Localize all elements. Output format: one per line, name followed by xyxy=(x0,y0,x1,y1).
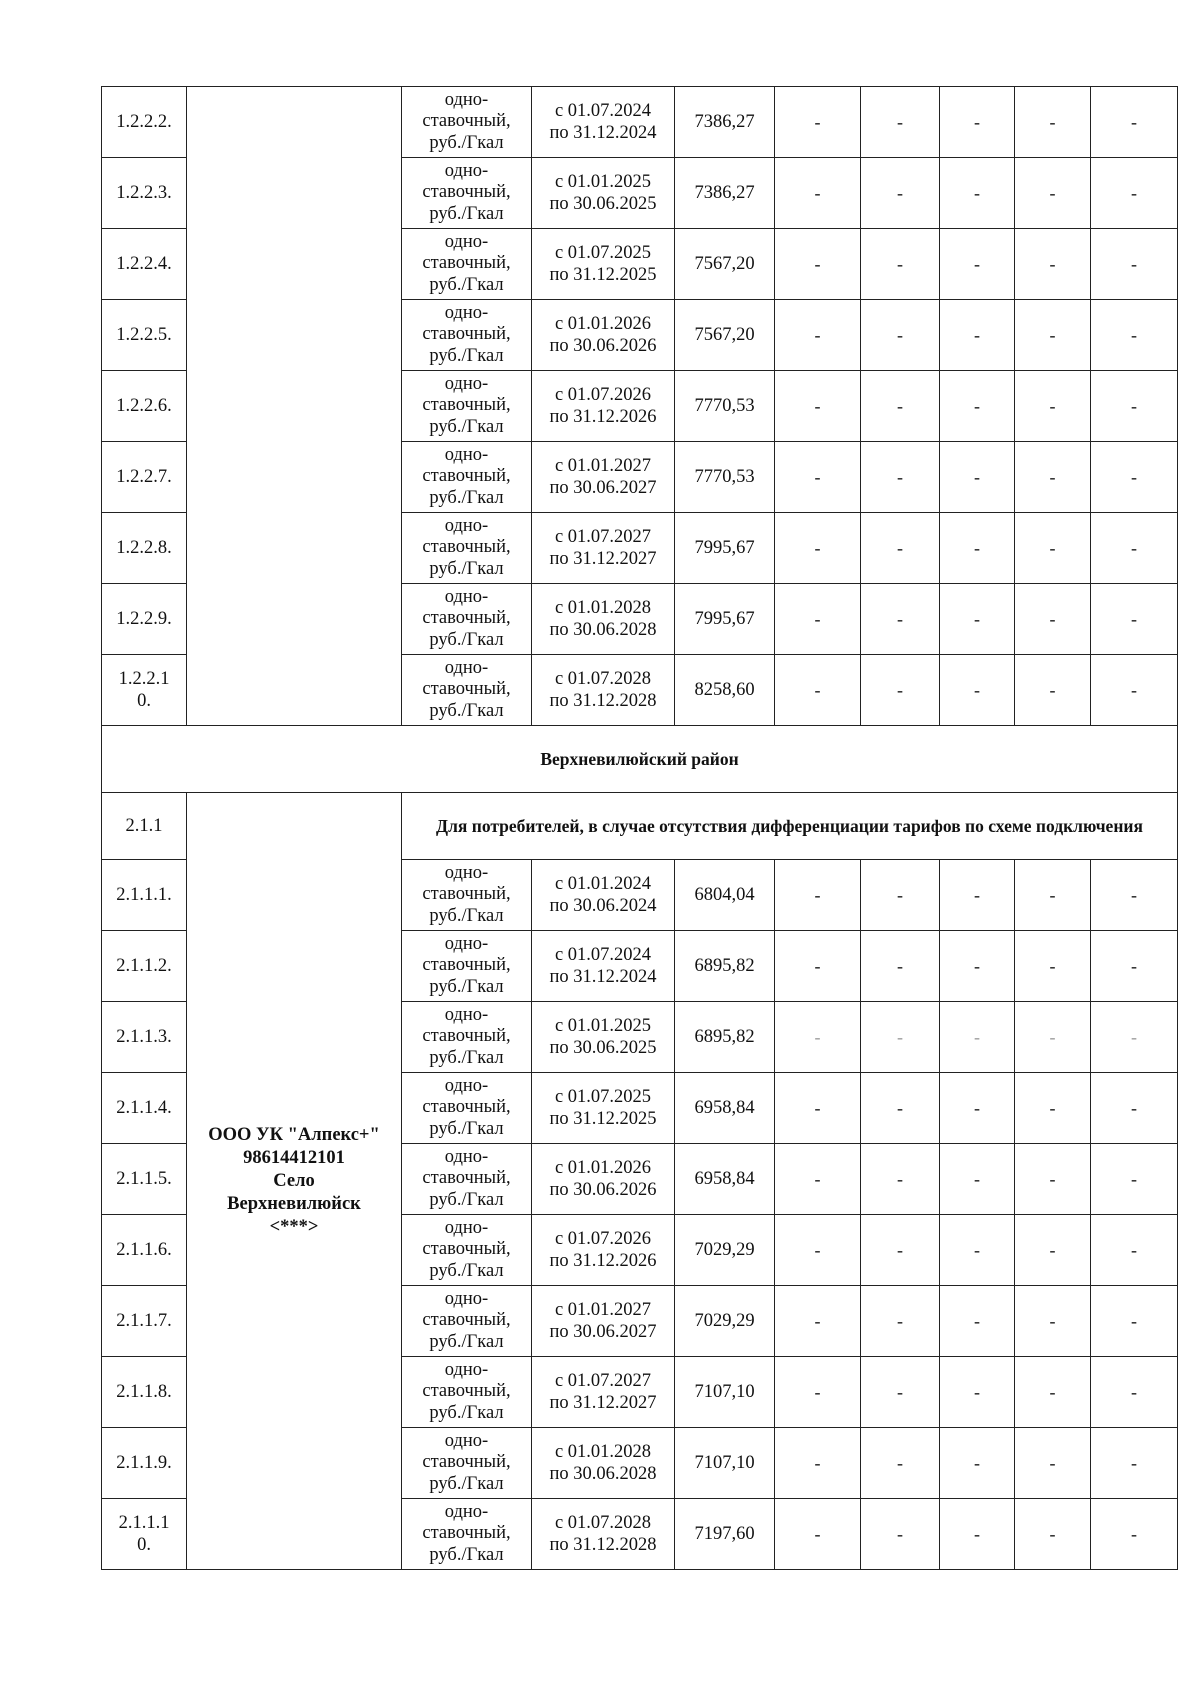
period-end: по 30.06.2027 xyxy=(549,1322,657,1342)
tariff-period xyxy=(532,1144,675,1215)
empty-value-dash: - xyxy=(861,1002,940,1073)
tariff-type-line: ставочный, xyxy=(422,608,511,629)
empty-value-dash: - xyxy=(940,513,1015,584)
tariff-value: 7107,10 xyxy=(675,1428,775,1499)
tariff-type-line: руб./Гкал xyxy=(429,629,504,650)
empty-value-dash: - xyxy=(775,229,861,300)
tariff-period xyxy=(532,158,675,229)
empty-value-dash: - xyxy=(775,655,861,726)
subheader-row xyxy=(102,793,1178,860)
tariff-period xyxy=(532,300,675,371)
empty-value-dash: - xyxy=(1091,1286,1178,1357)
tariff-type xyxy=(402,1073,532,1144)
tariff-value: 6895,82 xyxy=(675,1002,775,1073)
empty-value-dash: - xyxy=(1015,1215,1091,1286)
tariff-value: 6895,82 xyxy=(675,931,775,1002)
row-number: 1.2.2.7. xyxy=(102,442,187,513)
period-start: с 01.01.2028 xyxy=(554,598,652,618)
tariff-type xyxy=(402,860,532,931)
empty-value-dash: - xyxy=(1091,1144,1178,1215)
tariff-type-line: ставочный, xyxy=(422,1381,511,1402)
tariff-type-line: ставочный, xyxy=(422,324,511,345)
tariff-type-line: одно- xyxy=(444,586,489,607)
tariff-type-line: руб./Гкал xyxy=(429,700,504,721)
tariff-type-line: руб./Гкал xyxy=(429,1331,504,1352)
row-number: 2.1.1.9. xyxy=(102,1428,187,1499)
empty-value-dash: - xyxy=(775,1144,861,1215)
period-start: с 01.07.2026 xyxy=(554,385,652,405)
empty-value-dash: - xyxy=(1015,584,1091,655)
period-end: по 30.06.2026 xyxy=(549,336,657,356)
period-start: с 01.07.2026 xyxy=(554,1229,652,1249)
empty-value-dash: - xyxy=(861,1286,940,1357)
empty-value-dash: - xyxy=(775,1073,861,1144)
tariff-value: 7029,29 xyxy=(675,1215,775,1286)
empty-value-dash: - xyxy=(940,1428,1015,1499)
empty-value-dash: - xyxy=(775,513,861,584)
empty-value-dash: - xyxy=(775,1286,861,1357)
row-number: 2.1.1.1. xyxy=(102,860,187,931)
tariff-type-line: руб./Гкал xyxy=(429,274,504,295)
empty-value-dash: - xyxy=(775,1215,861,1286)
tariff-type xyxy=(402,1428,532,1499)
row-number: 2.1.1.3. xyxy=(102,1002,187,1073)
period-end: по 30.06.2025 xyxy=(549,194,657,214)
tariff-type-line: одно- xyxy=(444,160,489,181)
empty-value-dash: - xyxy=(1091,300,1178,371)
tariff-period xyxy=(532,1499,675,1570)
subheader-number: 2.1.1 xyxy=(102,793,187,860)
tariff-type-line: руб./Гкал xyxy=(429,203,504,224)
empty-value-dash: - xyxy=(1091,1357,1178,1428)
tariff-type-line: одно- xyxy=(444,1004,489,1025)
tariff-type-line: ставочный, xyxy=(422,111,511,132)
empty-value-dash: - xyxy=(861,1499,940,1570)
tariff-value: 7567,20 xyxy=(675,300,775,371)
tariff-type-line: ставочный, xyxy=(422,955,511,976)
tariff-type-line: одно- xyxy=(444,1359,489,1380)
tariff-type-line: одно- xyxy=(444,373,489,394)
tariff-type xyxy=(402,87,532,158)
tariff-value: 7770,53 xyxy=(675,442,775,513)
period-end: по 30.06.2024 xyxy=(549,896,657,916)
empty-value-dash: - xyxy=(940,1073,1015,1144)
empty-value-dash: - xyxy=(861,931,940,1002)
period-start: с 01.07.2025 xyxy=(554,243,652,263)
empty-value-dash: - xyxy=(1015,1286,1091,1357)
tariff-type xyxy=(402,1357,532,1428)
empty-value-dash: - xyxy=(940,1002,1015,1073)
empty-value-dash: - xyxy=(940,584,1015,655)
empty-value-dash: - xyxy=(1015,931,1091,1002)
period-start: с 01.07.2028 xyxy=(554,669,652,689)
tariff-type-line: руб./Гкал xyxy=(429,1402,504,1423)
period-end: по 30.06.2026 xyxy=(549,1180,657,1200)
tariff-period xyxy=(532,931,675,1002)
row-number: 1.2.2.4. xyxy=(102,229,187,300)
empty-value-dash: - xyxy=(861,860,940,931)
tariff-type-line: одно- xyxy=(444,302,489,323)
organization-line: Верхневилюйск xyxy=(227,1193,361,1214)
tariff-period xyxy=(532,1073,675,1144)
tariff-type xyxy=(402,584,532,655)
period-end: по 31.12.2025 xyxy=(549,1109,657,1129)
organization-code: 98614412101 xyxy=(243,1147,345,1168)
period-end: по 31.12.2027 xyxy=(549,1393,657,1413)
tariff-period xyxy=(532,860,675,931)
tariff-period xyxy=(532,1428,675,1499)
period-start: с 01.07.2027 xyxy=(554,527,652,547)
tariff-type-line: одно- xyxy=(444,231,489,252)
row-number: 1.2.2.5. xyxy=(102,300,187,371)
tariff-type xyxy=(402,1002,532,1073)
empty-value-dash: - xyxy=(1091,1002,1178,1073)
empty-value-dash: - xyxy=(1091,87,1178,158)
empty-value-dash: - xyxy=(861,1215,940,1286)
tariff-type-line: ставочный, xyxy=(422,1097,511,1118)
empty-value-dash: - xyxy=(1015,1499,1091,1570)
period-start: с 01.07.2028 xyxy=(554,1513,652,1533)
row-number: 2.1.1.7. xyxy=(102,1286,187,1357)
tariff-period xyxy=(532,442,675,513)
empty-value-dash: - xyxy=(1015,1428,1091,1499)
row-number: 1.2.2.9. xyxy=(102,584,187,655)
tariff-period xyxy=(532,1286,675,1357)
empty-value-dash: - xyxy=(861,158,940,229)
row-number: 2.1.1.1 0. xyxy=(102,1499,187,1570)
period-start: с 01.07.2024 xyxy=(554,945,652,965)
tariff-type-line: ставочный, xyxy=(422,466,511,487)
empty-value-dash: - xyxy=(775,158,861,229)
tariff-type-line: руб./Гкал xyxy=(429,487,504,508)
tariff-type xyxy=(402,229,532,300)
period-start: с 01.01.2025 xyxy=(554,172,652,192)
empty-value-dash: - xyxy=(1015,229,1091,300)
empty-value-dash: - xyxy=(775,1428,861,1499)
period-end: по 31.12.2027 xyxy=(549,549,657,569)
tariff-type xyxy=(402,513,532,584)
period-end: по 31.12.2024 xyxy=(549,967,657,987)
empty-value-dash: - xyxy=(775,1357,861,1428)
empty-value-dash: - xyxy=(1091,513,1178,584)
empty-value-dash: - xyxy=(861,87,940,158)
empty-value-dash: - xyxy=(775,1499,861,1570)
empty-value-dash: - xyxy=(775,300,861,371)
tariff-type-line: руб./Гкал xyxy=(429,976,504,997)
tariff-type xyxy=(402,1144,532,1215)
empty-value-dash: - xyxy=(940,931,1015,1002)
tariff-type xyxy=(402,931,532,1002)
tariff-type-line: руб./Гкал xyxy=(429,1189,504,1210)
section-title: Верхневилюйский район xyxy=(102,726,1178,793)
tariff-type-line: ставочный, xyxy=(422,1310,511,1331)
row-number: 1.2.2.6. xyxy=(102,371,187,442)
tariff-value: 8258,60 xyxy=(675,655,775,726)
empty-value-dash: - xyxy=(861,655,940,726)
empty-value-dash: - xyxy=(861,584,940,655)
empty-value-dash: - xyxy=(861,513,940,584)
tariff-type-line: ставочный, xyxy=(422,679,511,700)
empty-value-dash: - xyxy=(775,584,861,655)
tariff-type-line: одно- xyxy=(444,933,489,954)
empty-value-dash: - xyxy=(1091,1215,1178,1286)
period-start: с 01.07.2025 xyxy=(554,1087,652,1107)
empty-value-dash: - xyxy=(940,1144,1015,1215)
tariff-period xyxy=(532,1002,675,1073)
empty-value-dash: - xyxy=(861,1357,940,1428)
tariff-type-line: руб./Гкал xyxy=(429,1473,504,1494)
empty-value-dash: - xyxy=(861,229,940,300)
tariff-type-line: ставочный, xyxy=(422,1239,511,1260)
empty-value-dash: - xyxy=(775,371,861,442)
period-end: по 31.12.2028 xyxy=(549,1535,657,1555)
tariff-type-line: ставочный, xyxy=(422,537,511,558)
empty-value-dash: - xyxy=(940,300,1015,371)
period-end: по 31.12.2024 xyxy=(549,123,657,143)
tariff-value: 7386,27 xyxy=(675,158,775,229)
organization-cell-empty xyxy=(187,87,402,726)
period-end: по 31.12.2026 xyxy=(549,1251,657,1271)
empty-value-dash: - xyxy=(775,87,861,158)
tariff-period xyxy=(532,229,675,300)
empty-value-dash: - xyxy=(1091,860,1178,931)
empty-value-dash: - xyxy=(861,1428,940,1499)
row-number: 1.2.2.3. xyxy=(102,158,187,229)
period-end: по 30.06.2027 xyxy=(549,478,657,498)
tariff-type-line: одно- xyxy=(444,444,489,465)
tariff-type-line: ставочный, xyxy=(422,182,511,203)
tariff-type-line: руб./Гкал xyxy=(429,558,504,579)
empty-value-dash: - xyxy=(861,371,940,442)
empty-value-dash: - xyxy=(861,1144,940,1215)
tariff-type xyxy=(402,371,532,442)
row-number: 1.2.2.1 0. xyxy=(102,655,187,726)
tariff-type-line: ставочный, xyxy=(422,1523,511,1544)
empty-value-dash: - xyxy=(1091,371,1178,442)
tariff-type-line: одно- xyxy=(444,657,489,678)
period-start: с 01.01.2026 xyxy=(554,1158,652,1178)
row-number: 2.1.1.2. xyxy=(102,931,187,1002)
tariff-value: 7107,10 xyxy=(675,1357,775,1428)
tariff-value: 7386,27 xyxy=(675,87,775,158)
tariff-value: 7029,29 xyxy=(675,1286,775,1357)
empty-value-dash: - xyxy=(1091,655,1178,726)
tariff-type-line: одно- xyxy=(444,1430,489,1451)
period-end: по 31.12.2026 xyxy=(549,407,657,427)
tariff-type-line: руб./Гкал xyxy=(429,416,504,437)
empty-value-dash: - xyxy=(861,300,940,371)
subheader-text: Для потребителей, в случае отсутствия дифференциации тарифов по схеме подключения xyxy=(402,793,1178,860)
tariff-type-line: руб./Гкал xyxy=(429,905,504,926)
row-number: 1.2.2.8. xyxy=(102,513,187,584)
tariff-type-line: одно- xyxy=(444,89,489,110)
tariff-type-line: руб./Гкал xyxy=(429,1047,504,1068)
tariff-period xyxy=(532,1357,675,1428)
tariff-type-line: одно- xyxy=(444,1146,489,1167)
empty-value-dash: - xyxy=(940,1215,1015,1286)
empty-value-dash: - xyxy=(861,442,940,513)
tariff-type-line: одно- xyxy=(444,1217,489,1238)
empty-value-dash: - xyxy=(1091,442,1178,513)
empty-value-dash: - xyxy=(1015,300,1091,371)
section-row xyxy=(102,726,1178,793)
period-end: по 30.06.2028 xyxy=(549,620,657,640)
empty-value-dash: - xyxy=(1015,1357,1091,1428)
period-start: с 01.07.2027 xyxy=(554,1371,652,1391)
empty-value-dash: - xyxy=(1091,1073,1178,1144)
tariff-value: 7995,67 xyxy=(675,584,775,655)
empty-value-dash: - xyxy=(940,1286,1015,1357)
organization-line: Село xyxy=(273,1170,315,1191)
empty-value-dash: - xyxy=(775,1002,861,1073)
empty-value-dash: - xyxy=(1015,1144,1091,1215)
row-number: 2.1.1.8. xyxy=(102,1357,187,1428)
tariff-period xyxy=(532,584,675,655)
period-start: с 01.01.2027 xyxy=(554,1300,652,1320)
tariff-period xyxy=(532,1215,675,1286)
empty-value-dash: - xyxy=(940,158,1015,229)
empty-value-dash: - xyxy=(1015,1002,1091,1073)
period-start: с 01.01.2028 xyxy=(554,1442,652,1462)
tariff-type-line: ставочный, xyxy=(422,1168,511,1189)
organization-line: <***> xyxy=(269,1216,319,1237)
empty-value-dash: - xyxy=(1091,1499,1178,1570)
tariff-type xyxy=(402,655,532,726)
tariff-value: 6958,84 xyxy=(675,1144,775,1215)
tariff-value: 6958,84 xyxy=(675,1073,775,1144)
empty-value-dash: - xyxy=(1015,860,1091,931)
tariff-type-line: руб./Гкал xyxy=(429,1260,504,1281)
tariff-type-line: одно- xyxy=(444,1501,489,1522)
period-start: с 01.01.2027 xyxy=(554,456,652,476)
tariff-type-line: ставочный, xyxy=(422,1026,511,1047)
empty-value-dash: - xyxy=(1015,1073,1091,1144)
period-end: по 31.12.2025 xyxy=(549,265,657,285)
tariff-value: 7770,53 xyxy=(675,371,775,442)
row-number: 2.1.1.5. xyxy=(102,1144,187,1215)
tariff-period xyxy=(532,655,675,726)
period-end: по 30.06.2028 xyxy=(549,1464,657,1484)
empty-value-dash: - xyxy=(940,1499,1015,1570)
period-start: с 01.01.2024 xyxy=(554,874,652,894)
tariff-type-line: одно- xyxy=(444,862,489,883)
tariff-type xyxy=(402,300,532,371)
organization-line: ООО УК "Алпекс+" xyxy=(208,1124,380,1145)
tariff-table xyxy=(101,86,1178,1570)
tariff-type xyxy=(402,1286,532,1357)
tariff-value: 7567,20 xyxy=(675,229,775,300)
empty-value-dash: - xyxy=(1091,229,1178,300)
organization-name xyxy=(187,793,402,1570)
period-end: по 31.12.2028 xyxy=(549,691,657,711)
tariff-type-line: руб./Гкал xyxy=(429,132,504,153)
tariff-type-line: ставочный, xyxy=(422,1452,511,1473)
empty-value-dash: - xyxy=(1015,442,1091,513)
tariff-table-body xyxy=(102,87,1178,1570)
tariff-value: 6804,04 xyxy=(675,860,775,931)
table-row xyxy=(102,87,1178,158)
empty-value-dash: - xyxy=(775,931,861,1002)
tariff-type-line: руб./Гкал xyxy=(429,1118,504,1139)
tariff-period xyxy=(532,513,675,584)
empty-value-dash: - xyxy=(775,860,861,931)
tariff-type-line: ставочный, xyxy=(422,395,511,416)
empty-value-dash: - xyxy=(1091,931,1178,1002)
empty-value-dash: - xyxy=(940,229,1015,300)
empty-value-dash: - xyxy=(1015,371,1091,442)
period-start: с 01.07.2024 xyxy=(554,101,652,121)
empty-value-dash: - xyxy=(940,371,1015,442)
period-start: с 01.01.2026 xyxy=(554,314,652,334)
tariff-value: 7197,60 xyxy=(675,1499,775,1570)
tariff-type xyxy=(402,1499,532,1570)
tariff-type-line: руб./Гкал xyxy=(429,1544,504,1565)
tariff-type xyxy=(402,442,532,513)
tariff-type-line: одно- xyxy=(444,515,489,536)
row-number: 2.1.1.4. xyxy=(102,1073,187,1144)
empty-value-dash: - xyxy=(940,860,1015,931)
tariff-type xyxy=(402,1215,532,1286)
tariff-type-line: одно- xyxy=(444,1288,489,1309)
empty-value-dash: - xyxy=(1091,584,1178,655)
tariff-type-line: руб./Гкал xyxy=(429,345,504,366)
period-start: с 01.01.2025 xyxy=(554,1016,652,1036)
empty-value-dash: - xyxy=(1015,158,1091,229)
row-number: 1.2.2.2. xyxy=(102,87,187,158)
period-end: по 30.06.2025 xyxy=(549,1038,657,1058)
tariff-type-line: одно- xyxy=(444,1075,489,1096)
empty-value-dash: - xyxy=(1015,513,1091,584)
empty-value-dash: - xyxy=(940,87,1015,158)
empty-value-dash: - xyxy=(1015,87,1091,158)
empty-value-dash: - xyxy=(1091,1428,1178,1499)
tariff-value: 7995,67 xyxy=(675,513,775,584)
row-number: 2.1.1.6. xyxy=(102,1215,187,1286)
empty-value-dash: - xyxy=(940,1357,1015,1428)
empty-value-dash: - xyxy=(1091,158,1178,229)
tariff-type-line: ставочный, xyxy=(422,884,511,905)
tariff-period xyxy=(532,371,675,442)
empty-value-dash: - xyxy=(940,655,1015,726)
empty-value-dash: - xyxy=(1015,655,1091,726)
tariff-type xyxy=(402,158,532,229)
empty-value-dash: - xyxy=(940,442,1015,513)
tariff-period xyxy=(532,87,675,158)
empty-value-dash: - xyxy=(775,442,861,513)
empty-value-dash: - xyxy=(861,1073,940,1144)
tariff-type-line: ставочный, xyxy=(422,253,511,274)
